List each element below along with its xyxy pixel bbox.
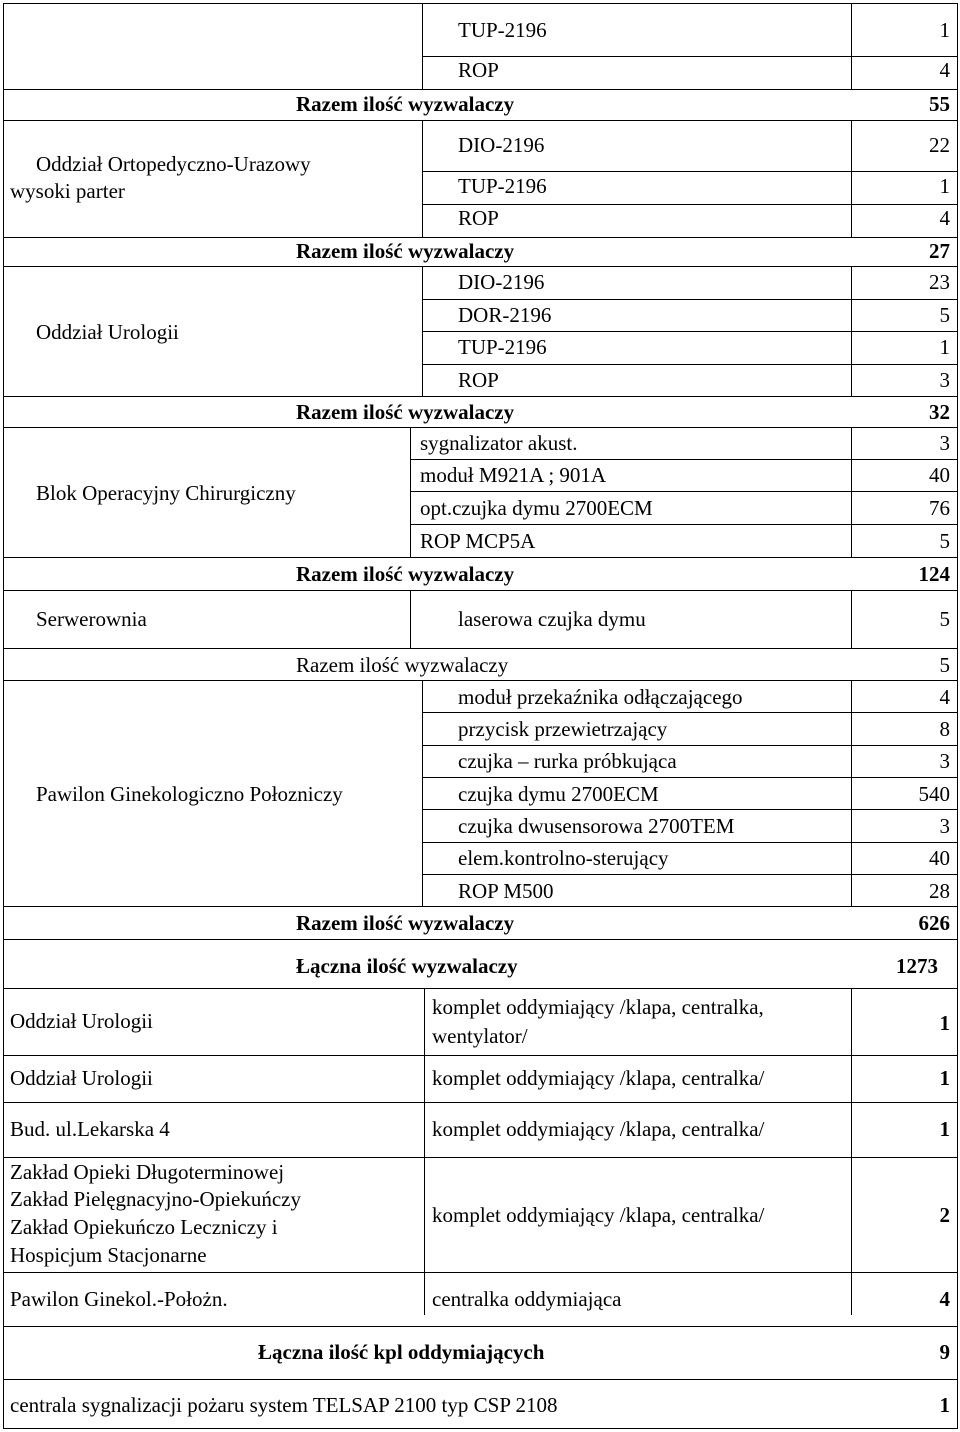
item-name: ROP xyxy=(458,58,499,82)
smoke-total-value: 9 xyxy=(939,1340,950,1364)
subtotal-value: 124 xyxy=(918,562,950,586)
item-count: 540 xyxy=(918,782,950,806)
item-name: komplet oddymiający /klapa, centralka, xyxy=(432,995,764,1019)
rule xyxy=(422,56,957,57)
subtotal-label: Razem ilość wyzwalaczy xyxy=(296,911,515,935)
rule xyxy=(410,427,411,557)
item-count: 40 xyxy=(929,463,950,487)
rule xyxy=(3,648,958,649)
location-name: Zakład Pielęgnacyjno-Opiekuńczy xyxy=(10,1187,301,1211)
location-name: Zakład Opiekuńczo Leczniczy i xyxy=(10,1215,278,1239)
rule xyxy=(3,680,958,681)
smoke-total-label: Łączna ilość kpl oddymiających xyxy=(258,1340,545,1364)
rule xyxy=(3,1428,958,1429)
rule xyxy=(3,396,958,397)
item-name: ROP xyxy=(458,206,499,230)
item-name: moduł przekaźnika odłączającego xyxy=(458,685,743,709)
item-count: 1 xyxy=(939,1117,950,1141)
item-name: ROP xyxy=(458,368,499,392)
subtotal-value: 55 xyxy=(929,92,950,116)
item-count: 40 xyxy=(929,846,950,870)
item-name: ROP MCP5A xyxy=(420,529,536,553)
rule xyxy=(422,364,957,365)
item-name: czujka dwusensorowa 2700TEM xyxy=(458,814,735,838)
rule xyxy=(851,427,852,557)
rule xyxy=(3,557,958,558)
item-count: 5 xyxy=(939,303,950,327)
item-name: TUP-2196 xyxy=(458,174,547,198)
location-name: Pawilon Ginekol.-Położn. xyxy=(10,1287,228,1311)
item-name: czujka dymu 2700ECM xyxy=(458,782,659,806)
subtotal-value: 5 xyxy=(939,653,950,677)
rule xyxy=(422,3,423,89)
item-count: 1 xyxy=(939,335,950,359)
rule xyxy=(422,842,957,843)
item-count: 5 xyxy=(939,529,950,553)
rule xyxy=(3,237,958,238)
item-count: 1 xyxy=(939,1066,950,1090)
rule xyxy=(3,1326,958,1327)
rule xyxy=(3,1272,958,1273)
rule xyxy=(3,120,958,121)
item-name: TUP-2196 xyxy=(458,18,547,42)
rule xyxy=(851,988,852,1315)
item-name: wentylator/ xyxy=(432,1024,528,1048)
item-name: DOR-2196 xyxy=(458,303,552,327)
rule xyxy=(422,712,957,713)
rule xyxy=(422,331,957,332)
location-name: Pawilon Ginekologiczno Połozniczy xyxy=(36,782,343,806)
item-name: ROP M500 xyxy=(458,879,554,903)
rule xyxy=(3,3,958,4)
subtotal-label: Razem ilość wyzwalaczy xyxy=(296,653,509,677)
rule xyxy=(3,89,958,90)
rule xyxy=(422,120,423,237)
item-name: komplet oddymiający /klapa, centralka/ xyxy=(432,1203,765,1227)
rule xyxy=(3,590,958,591)
item-name: centralka oddymiająca xyxy=(432,1287,622,1311)
rule xyxy=(3,1379,958,1380)
grand-total-value: 1273 xyxy=(896,954,938,978)
rule xyxy=(422,777,957,778)
item-count: 5 xyxy=(939,607,950,631)
subtotal-label: Razem ilość wyzwalaczy xyxy=(296,239,515,263)
location-name: Oddział Urologii xyxy=(10,1066,153,1090)
rule xyxy=(3,427,958,428)
location-name: Oddział Ortopedyczno-Urazowy xyxy=(36,152,311,176)
item-name: przycisk przewietrzający xyxy=(458,717,668,741)
rule xyxy=(424,988,425,1315)
rule xyxy=(957,3,958,1429)
rule xyxy=(851,590,852,648)
rule xyxy=(3,266,958,267)
rule xyxy=(422,809,957,810)
item-count: 4 xyxy=(939,206,950,230)
subtotal-value: 32 xyxy=(929,400,950,424)
rule xyxy=(410,491,957,492)
subtotal-value: 27 xyxy=(929,239,950,263)
rule xyxy=(3,988,958,989)
rule xyxy=(3,906,958,907)
central-count: 1 xyxy=(939,1393,950,1417)
rule xyxy=(410,524,957,525)
subtotal-label: Razem ilość wyzwalaczy xyxy=(296,92,515,116)
location-name: Oddział Urologii xyxy=(10,1009,153,1033)
item-name: komplet oddymiający /klapa, centralka/ xyxy=(432,1117,765,1141)
item-count: 3 xyxy=(939,431,950,455)
item-count: 3 xyxy=(939,749,950,773)
rule xyxy=(422,680,423,906)
item-name: DIO-2196 xyxy=(458,270,545,294)
item-count: 76 xyxy=(929,496,950,520)
location-name: Hospicjum Stacjonarne xyxy=(10,1243,207,1267)
rule xyxy=(3,3,4,1429)
item-count: 1 xyxy=(939,18,950,42)
rule xyxy=(3,1157,958,1158)
location-name: Zakład Opieki Długoterminowej xyxy=(10,1160,285,1184)
subtotal-label: Razem ilość wyzwalaczy xyxy=(296,400,515,424)
item-count: 23 xyxy=(929,270,950,294)
location-name: Oddział Urologii xyxy=(36,320,179,344)
location-name: Bud. ul.Lekarska 4 xyxy=(10,1117,170,1141)
rule xyxy=(851,3,852,89)
item-count: 2 xyxy=(939,1203,950,1227)
item-count: 4 xyxy=(939,685,950,709)
item-count: 1 xyxy=(939,1011,950,1035)
item-name: moduł M921A ; 901A xyxy=(420,463,607,487)
item-count: 8 xyxy=(939,717,950,741)
rule xyxy=(422,204,957,205)
rule xyxy=(410,590,411,648)
subtotal-value: 626 xyxy=(918,911,950,935)
location-name: Blok Operacyjny Chirurgiczny xyxy=(36,481,296,505)
rule xyxy=(422,171,957,172)
item-count: 3 xyxy=(939,368,950,392)
rule xyxy=(851,680,852,906)
item-name: czujka – rurka próbkująca xyxy=(458,749,677,773)
item-name: elem.kontrolno-sterujący xyxy=(458,846,669,870)
grand-total-label: Łączna ilość wyzwalaczy xyxy=(296,954,518,978)
rule xyxy=(422,745,957,746)
central-item: centrala sygnalizacji pożaru system TELSAP 2100 typ CSP 2108 xyxy=(10,1393,558,1417)
rule xyxy=(3,1102,958,1103)
item-count: 3 xyxy=(939,814,950,838)
item-name: DIO-2196 xyxy=(458,133,545,157)
item-count: 1 xyxy=(939,174,950,198)
rule xyxy=(851,120,852,237)
location-name: wysoki parter xyxy=(10,179,125,203)
item-name: opt.czujka dymu 2700ECM xyxy=(420,496,653,520)
item-count: 4 xyxy=(939,58,950,82)
item-count: 4 xyxy=(939,1287,950,1311)
item-name: TUP-2196 xyxy=(458,335,547,359)
location-name: Serwerownia xyxy=(36,607,147,631)
rule xyxy=(3,1055,958,1056)
subtotal-label: Razem ilość wyzwalaczy xyxy=(296,562,515,586)
item-count: 22 xyxy=(929,133,950,157)
item-name: komplet oddymiający /klapa, centralka/ xyxy=(432,1066,765,1090)
item-name: laserowa czujka dymu xyxy=(458,607,646,631)
item-count: 28 xyxy=(929,879,950,903)
item-name: sygnalizator akust. xyxy=(420,431,578,455)
rule xyxy=(422,299,957,300)
rule xyxy=(3,939,958,940)
rule xyxy=(410,459,957,460)
rule xyxy=(422,874,957,875)
